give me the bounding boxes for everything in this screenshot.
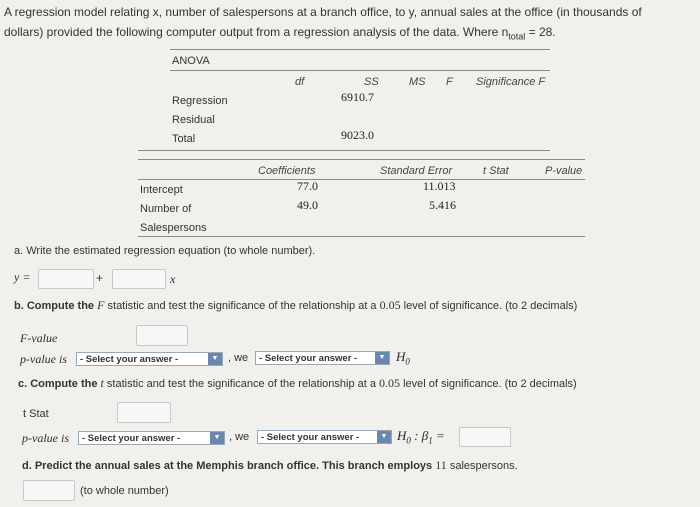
t-stat-label: t Stat: [23, 408, 49, 420]
coef-top-rule: [138, 159, 585, 160]
anova-header-rule: [170, 70, 550, 71]
part-c-q-alpha: 0.05: [379, 376, 401, 390]
h0-h: H: [396, 349, 406, 364]
problem-intro: [4, 2, 694, 46]
intro-line1: A regression model relating x, number of salespersons at a branch office, to y, annual sales at the office (in thousands of: [4, 5, 642, 19]
h0-beta-sub: 0: [406, 435, 411, 446]
p-value-select-b-text: - Select your answer -: [80, 354, 179, 365]
prediction-input[interactable]: [23, 480, 75, 501]
coef-bottom-rule: [138, 236, 585, 237]
part-d-q-post: salespersons.: [446, 460, 518, 472]
beta-text: : β: [410, 428, 429, 443]
chevron-down-icon[interactable]: ▼: [375, 352, 389, 364]
part-a-question: a. Write the estimated regression equation (to whole number).: [14, 245, 316, 257]
part-b-q-alpha: 0.05: [379, 298, 401, 312]
coef-se-value: 11.013: [423, 179, 456, 193]
anova-ss-value: 9023.0: [341, 128, 374, 142]
intro-line2: dollars) provided the following computer output from a regression analysis of the data. Where n: [4, 25, 509, 39]
part-b-q-pre: b. Compute the: [14, 300, 98, 312]
part-b-question: [14, 298, 577, 313]
part-c-q-t: t: [100, 376, 104, 390]
coef-header-standard-error: Standard Error: [380, 165, 453, 177]
beta-sub: 1: [428, 435, 433, 446]
coef-value: 77.0: [297, 179, 318, 193]
part-a-plus: +: [96, 271, 104, 285]
p-value-label: p-value is: [22, 431, 69, 445]
anova-row-label: Total: [172, 133, 196, 145]
p-value-select-c[interactable]: [78, 431, 225, 445]
intro-total-eq: = 28.: [525, 25, 556, 39]
decision-select-c[interactable]: [257, 430, 392, 444]
part-c-q-end: level of significance. (to 2 decimals): [400, 378, 577, 390]
anova-header-f: F: [446, 76, 453, 88]
part-b-q-post: statistic and test the significance of the relationship at a: [104, 300, 380, 312]
coef-row-label: Intercept: [140, 184, 183, 196]
intro-total-sub: total: [508, 31, 526, 42]
anova-header-ms: MS: [409, 76, 426, 88]
beta-input[interactable]: [459, 427, 511, 447]
chevron-down-icon[interactable]: ▼: [208, 353, 222, 365]
h0-beta-h: H: [397, 428, 407, 443]
part-d-hint: (to whole number): [80, 485, 169, 497]
intercept-input[interactable]: [38, 269, 94, 289]
anova-top-rule: [170, 49, 550, 50]
anova-row-label: Regression: [172, 95, 228, 107]
part-b-q-f: F: [97, 298, 105, 312]
h0-label: [396, 349, 410, 367]
anova-header-df: df: [295, 76, 305, 88]
coef-header-rule: [138, 179, 585, 180]
part-d-question: [22, 458, 518, 473]
p-value-select-b[interactable]: [76, 352, 223, 366]
anova-header-ss: SS: [364, 76, 379, 88]
anova-bottom-rule: [138, 150, 550, 151]
p-value-select-c-text: - Select your answer -: [82, 433, 181, 444]
coef-row-label: Salespersons: [140, 222, 207, 234]
slope-input[interactable]: [112, 269, 166, 289]
part-c-q-pre: c. Compute the: [18, 378, 101, 390]
part-a-x-label: x: [170, 272, 176, 286]
coef-value: 49.0: [297, 198, 318, 212]
decision-select-b[interactable]: [255, 351, 390, 365]
part-d-q-employees: 11: [435, 458, 447, 472]
t-stat-input[interactable]: [117, 402, 171, 423]
we-label: , we: [228, 352, 249, 364]
beta-eq: =: [432, 428, 445, 443]
part-a-y-label: y =: [14, 270, 31, 284]
chevron-down-icon[interactable]: ▼: [377, 431, 391, 443]
anova-header-significance-f: Significance F: [476, 76, 546, 88]
anova-row-label: Residual: [172, 114, 215, 126]
part-d-q-pre: d. Predict the annual sales at the Memphis branch office. This branch employs: [22, 460, 436, 472]
we-label: , we: [229, 431, 250, 443]
part-c-q-post: statistic and test the significance of the relationship at a: [103, 378, 380, 390]
f-value-input[interactable]: [136, 325, 188, 346]
chevron-down-icon[interactable]: ▼: [210, 432, 224, 444]
anova-ss-value: 6910.7: [341, 90, 374, 104]
h0-sub: 0: [405, 356, 410, 367]
coef-row-label: Number of: [140, 203, 192, 215]
part-b-q-end: level of significance. (to 2 decimals): [400, 300, 578, 312]
anova-title: ANOVA: [172, 55, 210, 67]
p-value-label: p-value is: [20, 352, 67, 366]
part-c-question: [18, 376, 577, 391]
coef-header-coefficients: Coefficients: [258, 165, 316, 177]
coef-se-value: 5.416: [429, 198, 456, 212]
decision-select-c-text: - Select your answer -: [261, 432, 360, 443]
coef-header-t-stat: t Stat: [483, 165, 509, 177]
f-value-label: F-value: [20, 331, 58, 345]
h0-beta-label: [397, 428, 445, 446]
decision-select-b-text: - Select your answer -: [259, 353, 358, 364]
coef-header-p-value: P-value: [545, 165, 583, 177]
